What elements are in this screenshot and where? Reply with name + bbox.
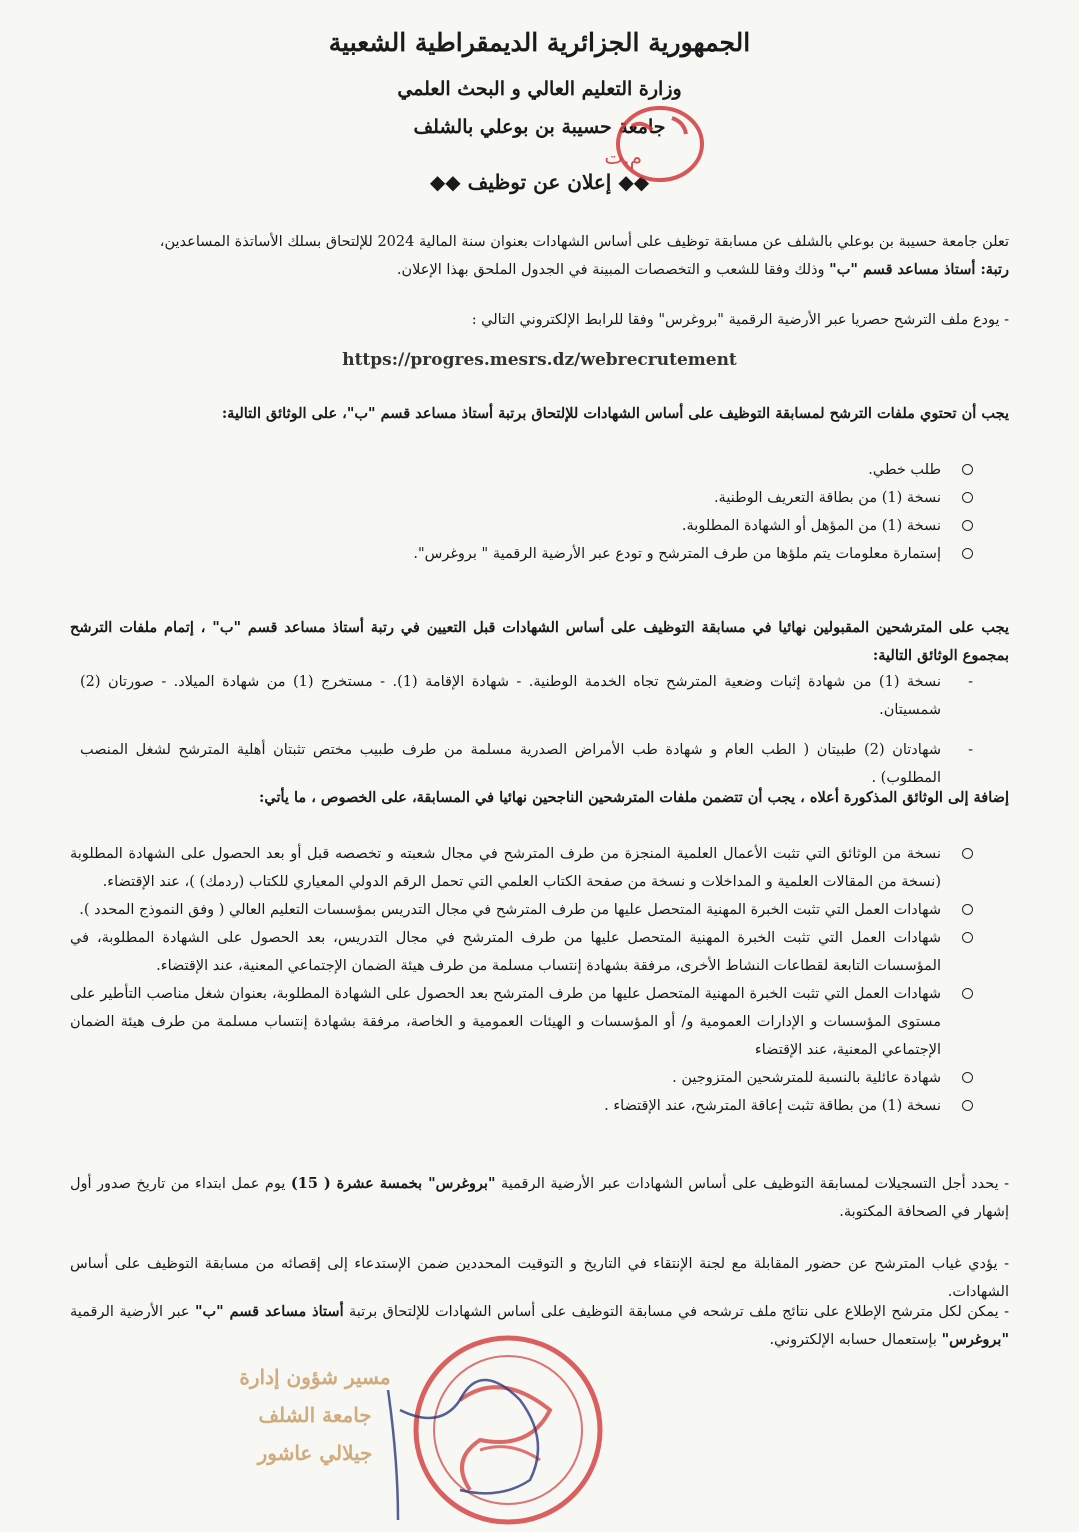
signature-line-1: مسير شؤون إدارة — [239, 1365, 391, 1389]
section3-list — [70, 840, 977, 1120]
bullet-circle-icon — [962, 548, 973, 559]
deposit-text: - يودع ملف الترشح حصريا عبر الأرضية الرقمية "بروغرس" وفقا للرابط الإلكتروني التالي : — [471, 312, 1009, 328]
note-results: - يمكن لكل مترشح الإطلاع على نتائج ملف ترشحه في مسابقة التوظيف على أساس الشهادات للإلتحاق برتبة أستاذ مساعد قسم "ب" عبر الأرضية الرقمية "بروغرس" بإستعمال حسابه الإلكتروني. — [70, 1303, 1009, 1348]
section1-list — [100, 456, 977, 568]
section3-heading: إضافة إلى الوثائق المذكورة أعلاه ، يجب أن تتضمن ملفات المترشحين الناجحين نهائيا في المسابقة، على الخصوص ، ما يأتي: — [259, 789, 1009, 806]
signature-line-3: جيلالي عاشور — [257, 1441, 373, 1465]
svg-text:م.ت: م.ت — [604, 145, 642, 169]
section2-list — [80, 668, 977, 792]
recruitment-link[interactable]: https://progres.mesrs.dz/webrecrutement — [342, 350, 737, 370]
list-item: شهادات العمل التي تثبت الخبرة المهنية المتحصل عليها من طرف المترشح في مجال التدريس، بعد الحصول على الشهادة المطلوبة، في المؤسسات التابعة لقطاعات النشاط الأخرى، مرفقة بشهادة إنتساب مسلمة من طرف هيئة الضمان الإجتماعي المعنية، عند الإقتضاء. — [70, 924, 977, 980]
bullet-circle-icon — [962, 492, 973, 503]
section2-heading: يجب على المترشحين المقبولين نهائيا في مسابقة التوظيف على أساس الشهادات قبل التعيين في رتبة أستاذ مساعد قسم "ب" ، إتمام ملفات الترشح بمجموع الوثائق التالية: — [70, 619, 1009, 664]
bullet-circle-icon — [962, 1072, 973, 1083]
bullet-circle-icon — [962, 520, 973, 531]
university-stamp-icon — [604, 100, 708, 184]
list-item: نسخة من الوثائق التي تثبت الأعمال العلمية المنجزة من طرف المترشح في مجال شعبته و تخصصه قبل أو بعد الحصول على الشهادة المطلوبة (نسخة من المقالات العلمية و المداخلات و نسخة من صفحة الكتاب العلمي التي تحمل الرقم الدولي المعياري للكتاب (ردمك) )، عند الإقتضاء. — [70, 840, 977, 896]
bullet-circle-icon — [962, 848, 973, 859]
dash-bullet: - — [968, 674, 973, 690]
rank-label: رتبة: أستاذ مساعد قسم "ب" — [829, 261, 1009, 278]
list-item: نسخة (1) من بطاقة التعريف الوطنية. — [100, 484, 977, 512]
intro-line-1: تعلن جامعة حسيبة بن بوعلي بالشلف عن مسابقة توظيف على أساس الشهادات بعنوان سنة المالية 2024 للإلتحاق بسلك الأساتذة المساعدين، — [159, 234, 1009, 250]
university-title: جامعة حسيبة بن بوعلي بالشلف — [413, 116, 666, 138]
list-item: طلب خطي. — [100, 456, 977, 484]
list-item: إستمارة معلومات يتم ملؤها من طرف المترشح و تودع عبر الأرضية الرقمية " بروغرس". — [100, 540, 977, 568]
list-item: شهادة عائلية بالنسبة للمترشحين المتزوجين . — [70, 1064, 977, 1092]
intro-paragraph — [70, 228, 1009, 284]
list-item: - نسخة (1) من شهادة إثبات وضعية المترشح تجاه الخدمة الوطنية. - شهادة الإقامة (1). - مستخرج (1) من شهادة الميلاد. - صورتان (2) شمسيتان. — [80, 668, 977, 724]
list-item: نسخة (1) من المؤهل أو الشهادة المطلوبة. — [100, 512, 977, 540]
ministry-title: وزارة التعليم العالي و البحث العلمي — [397, 78, 682, 100]
note-registration-deadline: - يحدد أجل التسجيلات لمسابقة التوظيف على أساس الشهادات عبر الأرضية الرقمية "بروغرس" بخمسة عشرة ( 15) يوم عمل ابتداء من تاريخ صدور أول إشهار في الصحافة المكتوبة. — [70, 1175, 1009, 1220]
list-item: - شهادتان (2) طبيتان ( الطب العام و شهادة طب الأمراض الصدرية مسلمة من طرف طبيب مختص تثبتان أهلية المترشح لشغل المنصب المطلوب) . — [80, 736, 977, 792]
list-item: شهادات العمل التي تثبت الخبرة المهنية المتحصل عليها من طرف المترشح بعد الحصول على الشهادة المطلوبة، بعنوان شغل مناصب التأطير على مستوى المؤسسات و الإدارات العمومية و/ أو المؤسسات و الهيئات العمومية و الخاصة، مرفقة بشهادة إنتساب مسلمة من طرف هيئة الضمان الإجتماعي المعنية، عند الإقتضاء — [70, 980, 977, 1064]
deadline-days: "بروغرس" بخمسة عشرة ( 15) — [290, 1175, 496, 1192]
intro-line-2 — [70, 256, 1009, 284]
republic-title: الجمهورية الجزائرية الديمقراطية الشعبية — [328, 28, 751, 57]
bullet-circle-icon — [962, 932, 973, 943]
note-interview-absence: - يؤدي غياب المترشح عن حضور المقابلة مع لجنة الإنتقاء في التاريخ و التوقيت المحددين ضمن الإستدعاء إلى إقصائه من مسابقة التوظيف على أساس الشهادات. — [70, 1256, 1009, 1300]
signature-line-2: جامعة الشلف — [258, 1403, 372, 1427]
bullet-circle-icon — [962, 1100, 973, 1111]
bullet-circle-icon — [962, 464, 973, 475]
bullet-circle-icon — [962, 988, 973, 999]
intro-line-2-rest: وذلك وفقا للشعب و التخصصات المبينة في الجدول الملحق بهذا الإعلان. — [396, 262, 830, 278]
bullet-circle-icon — [962, 904, 973, 915]
list-item: شهادات العمل التي تثبت الخبرة المهنية المتحصل عليها من طرف المترشح في مجال التدريس بمؤسسات التعليم العالي ( وفق النموذج المحدد ). — [70, 896, 977, 924]
announcement-title: ◆◆ إعلان عن توظيف ◆◆ — [429, 170, 650, 194]
dash-bullet: - — [968, 742, 973, 758]
section1-heading: يجب أن تحتوي ملفات الترشح لمسابقة التوظيف على أساس الشهادات للإلتحاق برتبة أستاذ مساعد قسم "ب"، على الوثائق التالية: — [221, 405, 1009, 422]
official-seal-icon — [380, 1330, 610, 1530]
list-item: نسخة (1) من بطاقة تثبت إعاقة المترشح، عند الإقتضاء . — [70, 1092, 977, 1120]
